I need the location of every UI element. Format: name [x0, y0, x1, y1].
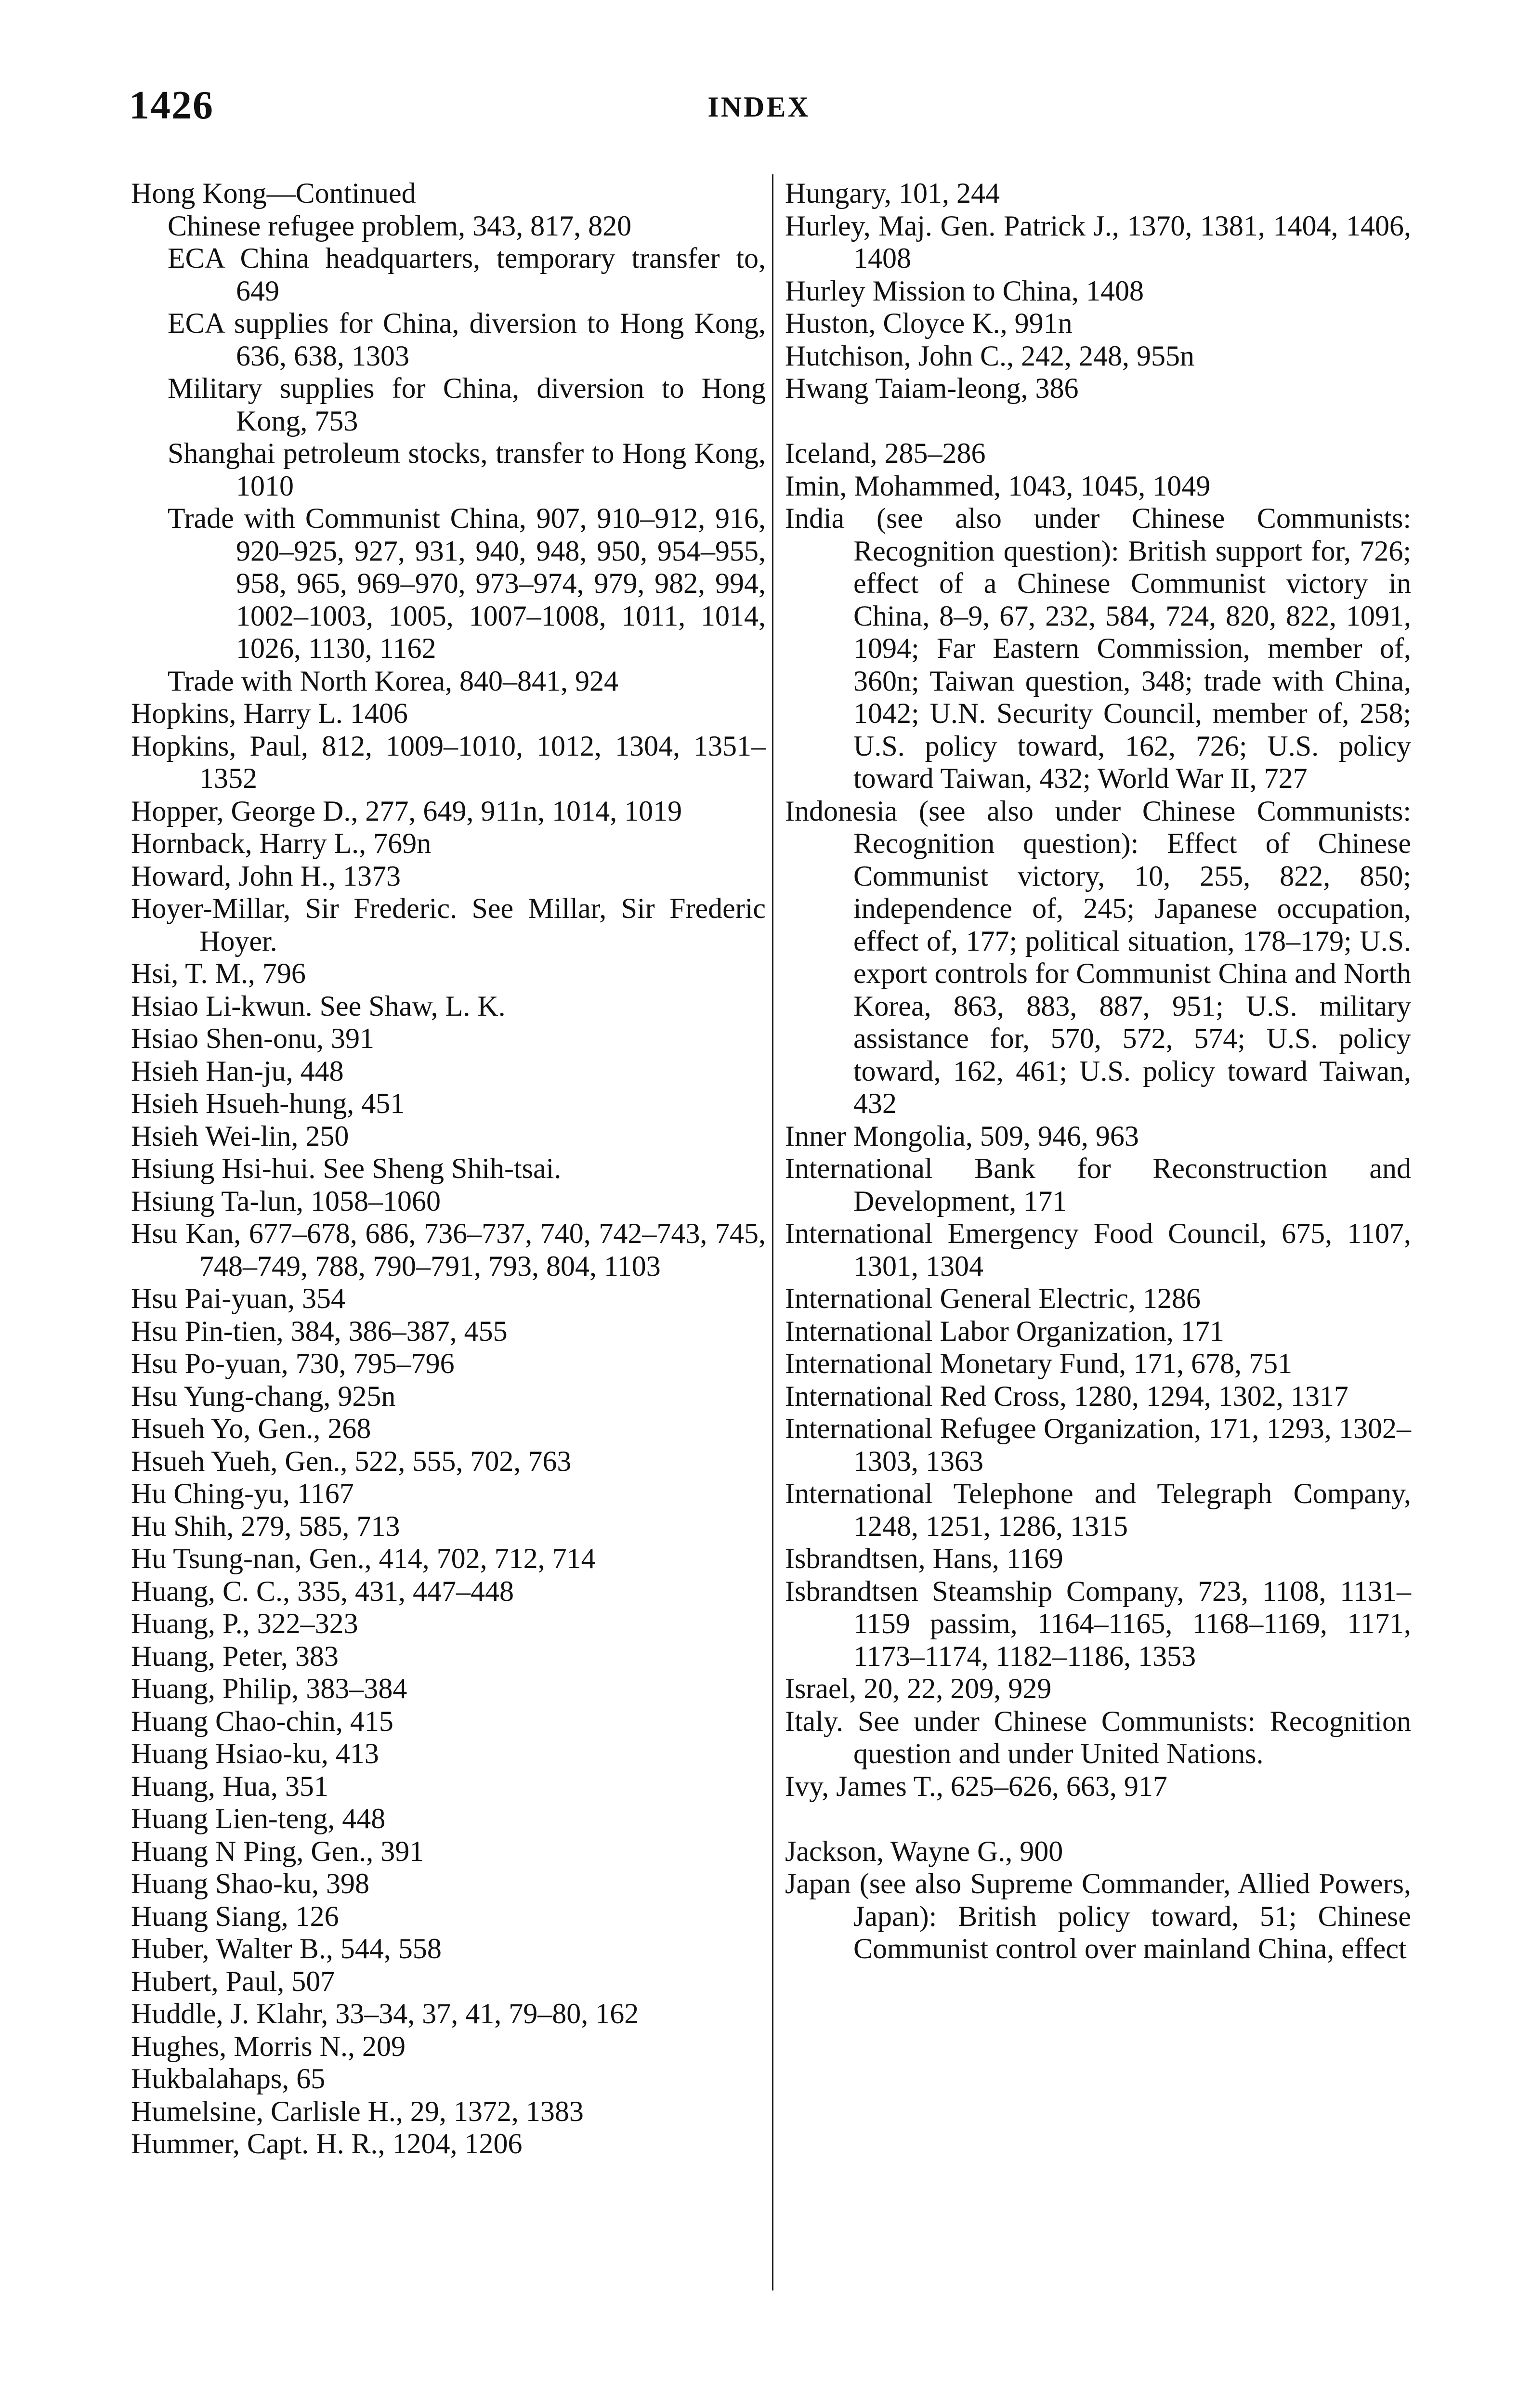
index-entry: Hurley, Maj. Gen. Patrick J., 1370, 1381, 1404, 1406, 1408 — [785, 209, 1411, 274]
index-entry: Hong Kong—Continued — [131, 177, 416, 209]
index-entry: Hsiao Shen-onu, 391 — [131, 1022, 374, 1054]
index-entry: Hsu Po-yuan, 730, 795–796 — [131, 1348, 455, 1379]
index-entry: Huang, Hua, 351 — [131, 1770, 328, 1802]
index-entry: International Refugee Organization, 171, 1293, 1302–1303, 1363 — [785, 1413, 1411, 1477]
index-entry: Iceland, 285–286 — [785, 437, 986, 469]
index-entry: India (see also under Chinese Communists: Recognition question): British support for, 726; effect of a Chinese Communist victory in China, 8–9, 67, 232, 584, 724, 820, 822, 1091, 1094; Far Eastern Commission, member of, 360n; Taiwan question, 348; trade with China, 1042; U.N. Security Council, member of, 258; U.S. policy toward, 162, 726; U.S. policy toward Taiwan, 432; World War II, 727 — [785, 502, 1411, 794]
index-entry: Hsiao Li-kwun. See Shaw, L. K. — [131, 990, 506, 1022]
index-entry: Hopper, George D., 277, 649, 911n, 1014, 1019 — [131, 795, 682, 827]
running-head: INDEX — [707, 91, 811, 123]
index-entry: Hsueh Yueh, Gen., 522, 555, 702, 763 — [131, 1445, 572, 1477]
index-entry: Hukbalahaps, 65 — [131, 2063, 326, 2094]
column-divider — [772, 174, 773, 2290]
index-subentry: Trade with North Korea, 840–841, 924 — [168, 665, 619, 697]
index-entry: Hurley Mission to China, 1408 — [785, 275, 1144, 307]
index-entry: Hopkins, Paul, 812, 1009–1010, 1012, 1304, 1351–1352 — [131, 730, 766, 794]
index-entry: Huang Siang, 126 — [131, 1900, 339, 1932]
index-entry: Hungary, 101, 244 — [785, 177, 1000, 209]
index-entry: Inner Mongolia, 509, 946, 963 — [785, 1120, 1139, 1152]
index-entry: International Labor Organization, 171 — [785, 1315, 1224, 1347]
index-entry: Hsi, T. M., 796 — [131, 957, 306, 989]
index-entry: International Red Cross, 1280, 1294, 1302, 1317 — [785, 1380, 1348, 1412]
index-entry: Hoyer-Millar, Sir Frederic. See Millar, Sir Frederic Hoyer. — [131, 892, 766, 957]
index-entry: Hwang Taiam-leong, 386 — [785, 372, 1079, 404]
index-entry: Hsu Yung-chang, 925n — [131, 1380, 396, 1412]
index-entry: Howard, John H., 1373 — [131, 860, 401, 892]
index-entry: Huber, Walter B., 544, 558 — [131, 1933, 442, 1964]
index-entry: Huang Hsiao-ku, 413 — [131, 1738, 379, 1769]
index-entry: Huang Chao-chin, 415 — [131, 1705, 393, 1737]
index-entry: Humelsine, Carlisle H., 29, 1372, 1383 — [131, 2095, 584, 2127]
index-entry: Hu Tsung-nan, Gen., 414, 702, 712, 714 — [131, 1543, 596, 1574]
index-entry: Huang, Peter, 383 — [131, 1640, 339, 1672]
index-entry: Israel, 20, 22, 209, 929 — [785, 1673, 1052, 1704]
index-entry: Huddle, J. Klahr, 33–34, 37, 41, 79–80, 162 — [131, 1998, 639, 2029]
index-entry: Hummer, Capt. H. R., 1204, 1206 — [131, 2128, 523, 2159]
index-entry: Huang N Ping, Gen., 391 — [131, 1835, 424, 1867]
index-subentry: ECA supplies for China, diversion to Hong Kong, 636, 638, 1303 — [168, 307, 766, 372]
page-number: 1426 — [129, 83, 214, 128]
index-entry: International Monetary Fund, 171, 678, 751 — [785, 1348, 1293, 1379]
index-entry: Hu Ching-yu, 1167 — [131, 1478, 354, 1509]
index-entry: Hsiung Hsi-hui. See Sheng Shih-tsai. — [131, 1152, 562, 1184]
index-entry: Japan (see also Supreme Commander, Allied Powers, Japan): British policy toward, 51; Chinese Communist control over mainland China, effect — [785, 1868, 1411, 1964]
index-entry: Jackson, Wayne G., 900 — [785, 1835, 1063, 1867]
index-entry: Italy. See under Chinese Communists: Recognition question and under United Nations. — [785, 1705, 1411, 1769]
index-entry: Hutchison, John C., 242, 248, 955n — [785, 340, 1195, 372]
index-subentry: Trade with Communist China, 907, 910–912, 916, 920–925, 927, 931, 940, 948, 950, 954–955, 958, 965, 969–970, 973–974, 979, 982, 994, 1002–1003, 1005, 1007–1008, 1011, 1014, 1026, 1130, 1162 — [168, 502, 766, 664]
index-entry: Hsieh Wei-lin, 250 — [131, 1120, 349, 1152]
index-entry: Huang Shao-ku, 398 — [131, 1868, 369, 1899]
entry-spacer — [785, 1803, 1411, 1835]
index-subentry: ECA China headquarters, temporary transfer to, 649 — [168, 242, 766, 307]
index-subentry: Shanghai petroleum stocks, transfer to Hong Kong, 1010 — [168, 437, 766, 502]
index-entry: Hughes, Morris N., 209 — [131, 2030, 406, 2062]
index-entry: Huang, P., 322–323 — [131, 1608, 358, 1639]
index-entry: International General Electric, 1286 — [785, 1283, 1201, 1314]
index-entry: Ivy, James T., 625–626, 663, 917 — [785, 1770, 1167, 1802]
index-entry: International Telephone and Telegraph Company, 1248, 1251, 1286, 1315 — [785, 1478, 1411, 1542]
index-entry: Isbrandtsen Steamship Company, 723, 1108, 1131–1159 passim, 1164–1165, 1168–1169, 1171, 1173–1174, 1182–1186, 1353 — [785, 1575, 1411, 1672]
index-entry: Hsu Kan, 677–678, 686, 736–737, 740, 742–743, 745, 748–749, 788, 790–791, 793, 804, 1103 — [131, 1217, 766, 1282]
index-entry: Huang, Philip, 383–384 — [131, 1673, 407, 1704]
entry-spacer — [785, 405, 1411, 438]
index-column-left — [131, 177, 766, 2160]
index-entry: Hopkins, Harry L. 1406 — [131, 697, 408, 729]
index-entry: Hsu Pai-yuan, 354 — [131, 1283, 345, 1314]
index-entry: Indonesia (see also under Chinese Communists: Recognition question): Effect of Chinese Communist victory, 10, 255, 822, 850; independence of, 245; Japanese occupation, effect of, 177; political situation, 178–179; U.S. export controls for Communist China and North Korea, 863, 883, 887, 951; U.S. military assistance for, 570, 572, 574; U.S. policy toward, 162, 461; U.S. policy toward Taiwan, 432 — [785, 795, 1411, 1119]
index-entry: Hornback, Harry L., 769n — [131, 827, 432, 859]
index-entry: Hubert, Paul, 507 — [131, 1965, 335, 1997]
index-entry: Huang, C. C., 335, 431, 447–448 — [131, 1575, 514, 1607]
index-entry: Imin, Mohammed, 1043, 1045, 1049 — [785, 470, 1211, 502]
index-entry: Isbrandtsen, Hans, 1169 — [785, 1543, 1063, 1574]
index-entry: Hsieh Hsueh-hung, 451 — [131, 1087, 405, 1119]
index-entry: Huston, Cloyce K., 991n — [785, 307, 1073, 339]
index-entry: International Bank for Reconstruction and Development, 171 — [785, 1152, 1411, 1217]
index-subentry: Chinese refugee problem, 343, 817, 820 — [168, 209, 632, 242]
index-entry: Huang Lien-teng, 448 — [131, 1803, 386, 1834]
index-column-right — [785, 177, 1411, 1965]
index-entry: Hsueh Yo, Gen., 268 — [131, 1413, 371, 1444]
index-entry: Hsiung Ta-lun, 1058–1060 — [131, 1185, 441, 1217]
index-subentry: Military supplies for China, diversion to Hong Kong, 753 — [168, 372, 766, 437]
index-entry: Hsieh Han-ju, 448 — [131, 1055, 344, 1087]
index-entry: International Emergency Food Council, 675, 1107, 1301, 1304 — [785, 1217, 1411, 1282]
index-entry: Hsu Pin-tien, 384, 386–387, 455 — [131, 1315, 508, 1347]
index-entry: Hu Shih, 279, 585, 713 — [131, 1510, 400, 1542]
